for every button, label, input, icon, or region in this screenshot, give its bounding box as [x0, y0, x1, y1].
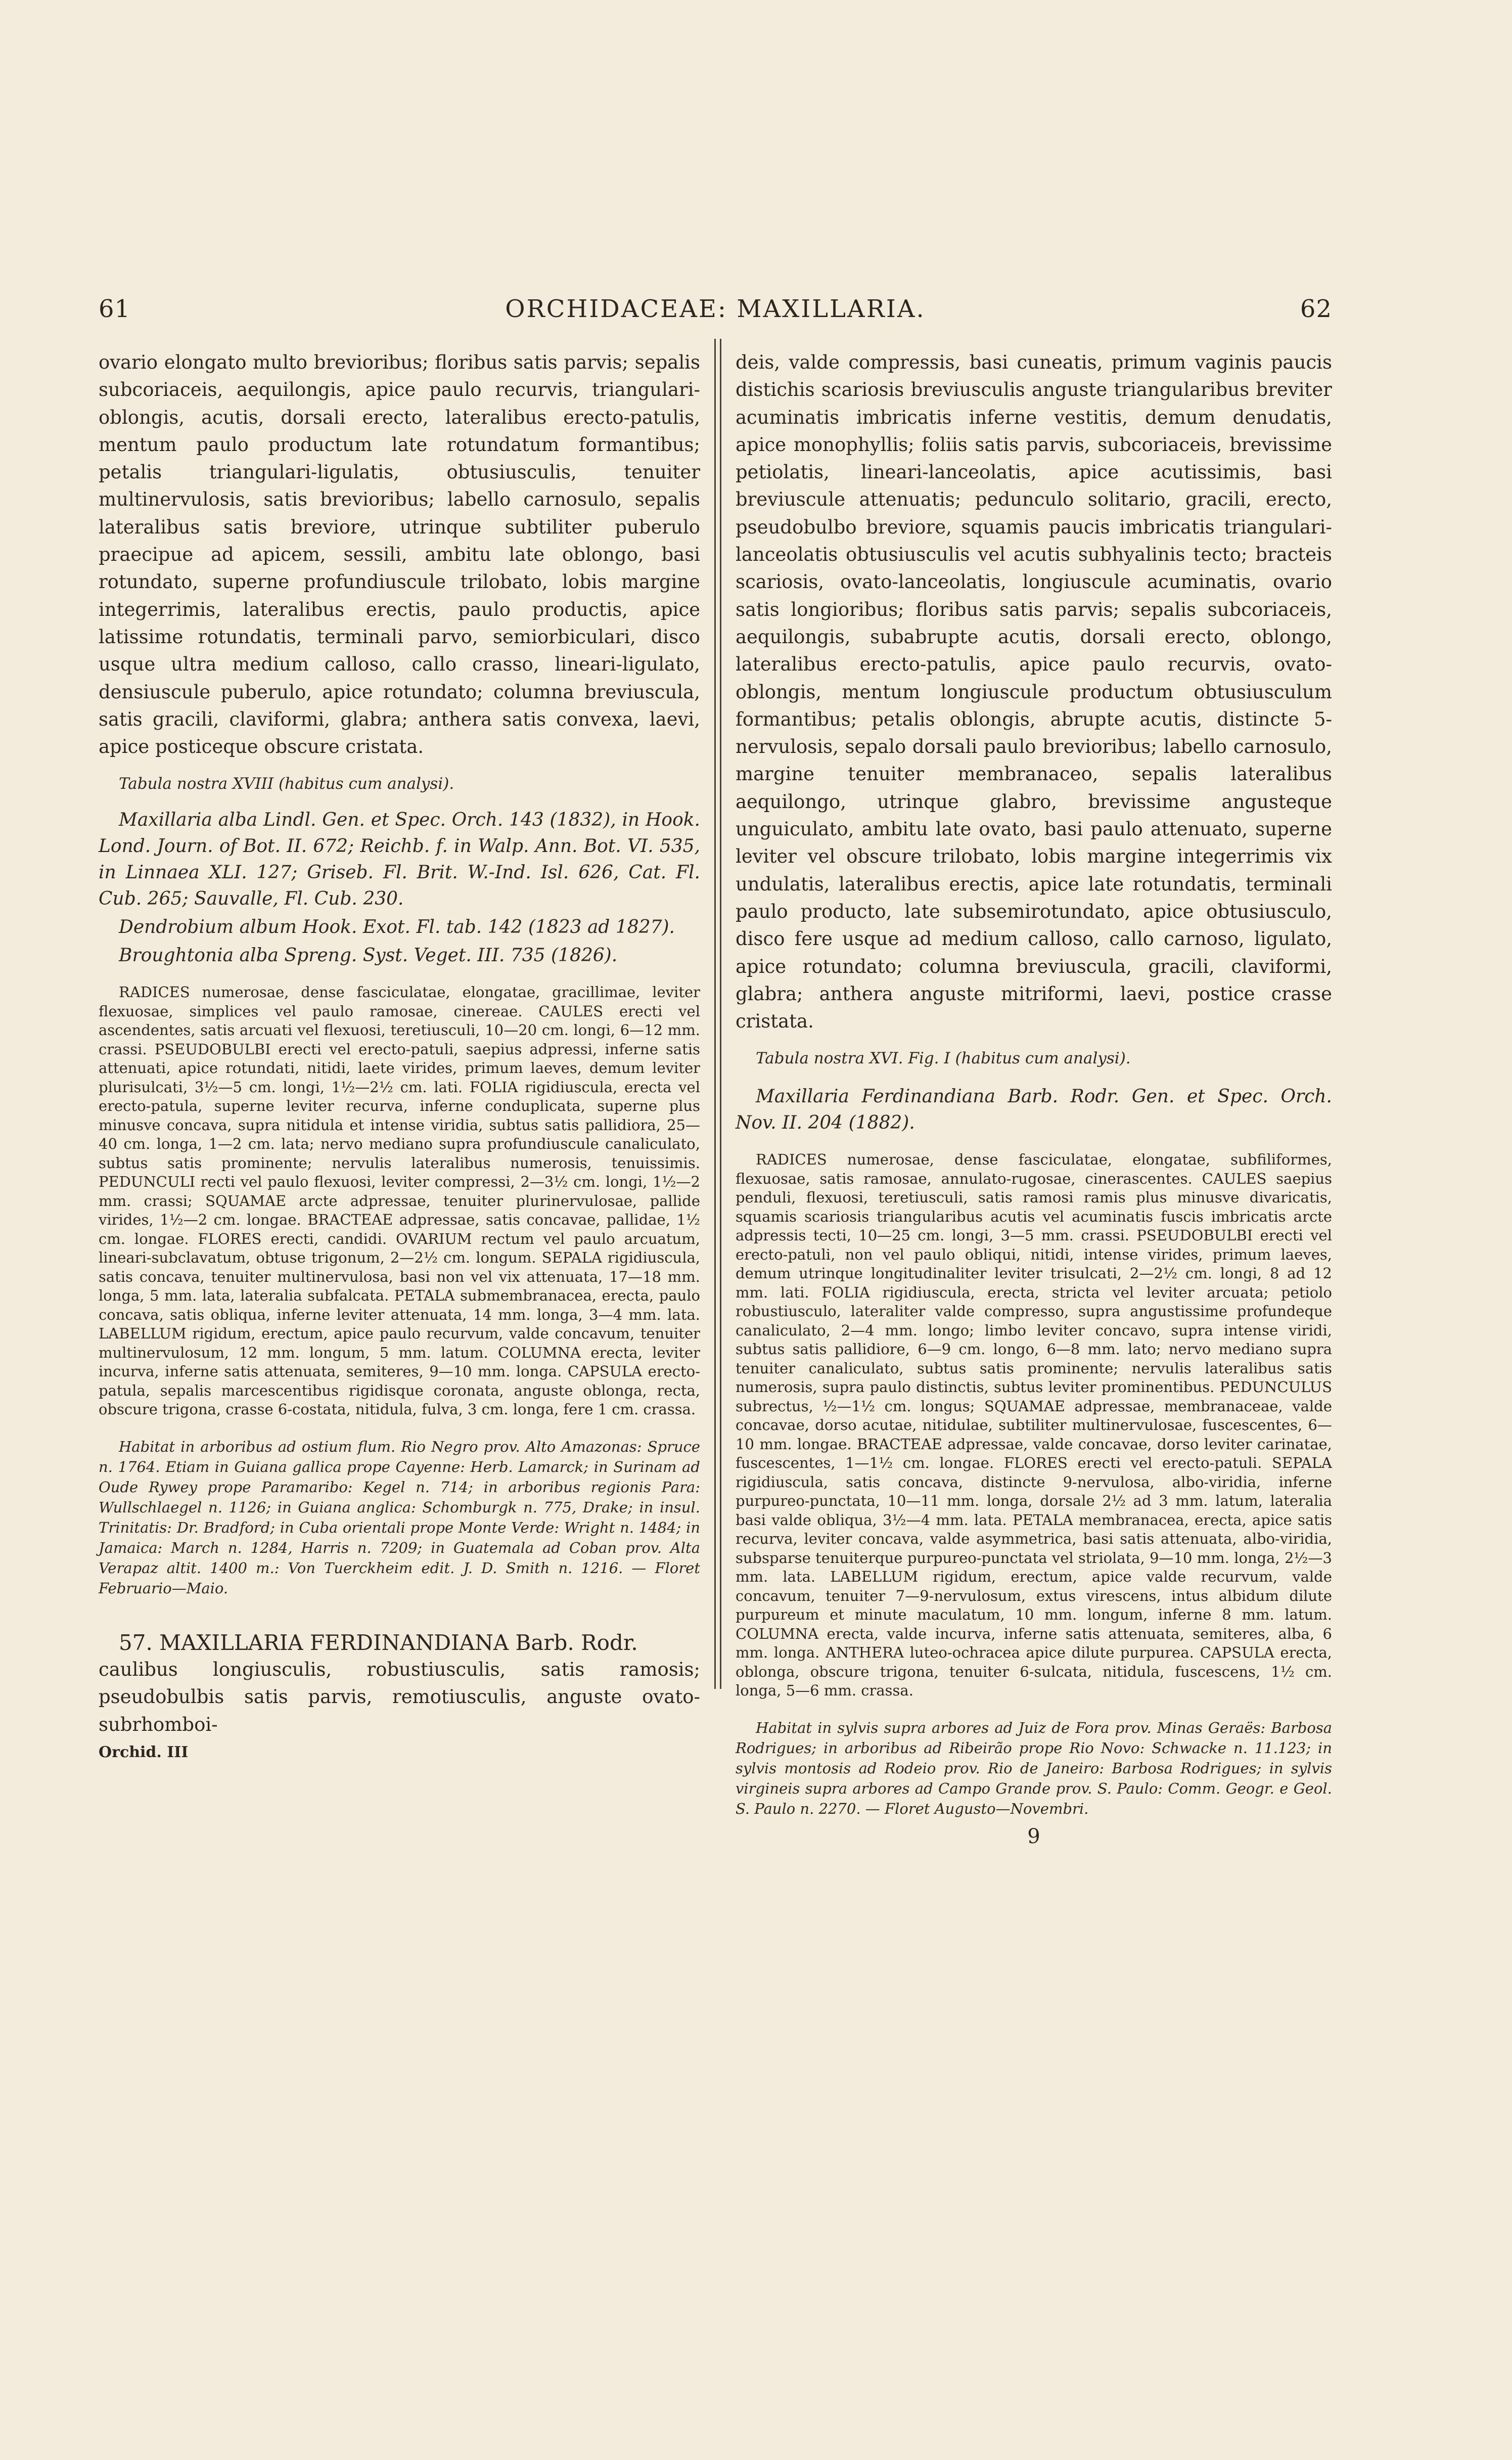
right-detail-description: RADICES numerosae, dense fasciculatae, elongatae, subfiliformes, flexuosae, satis ramosae, annulato-rugosae, cinerascentes. CAULES saepius penduli, flexuosi, teretiusculi, satis ramosi ramis plus minusve divaricatis, squamis scariosis triangularibus acutis vel acuminatis fuscis imbricatis arcte adpressis tecti, 10—25 cm. longi, 3—5 mm. crassi. PSEUDOBULBI erecti vel erecto-patuli, non vel paulo obliqui, nitidi, intense virides, primum laeves, demum utrinque longitudinaliter leviter trisulcati, 2—2½ cm. longi, 8 ad 12 mm. lati. FOLIA rigidiuscula, erecta, stricta vel leviter arcuata; petiolo robustiusculo, lateraliter valde compresso, supra angustissime profundeque canaliculato, 2—4 mm. longo; limbo leviter concavo, supra intense viridi, subtus satis pallidiore, 6—9 cm. longo, 6—8 mm. lato; nervo mediano supra tenuiter canaliculato, subtus satis prominente; nervulis lateralibus satis numerosis, supra paulo distinctis, subtus leviter prominentibus. PEDUNCULUS subrectus, ½—1½ cm. longus; SQUAMAE adpressae, membranaceae, valde concavae, dorso acutae, nitidulae, subtiliter multinervulosae, fuscescentes, 6—10 mm. longae. BRACTEAE adpressae, valde concavae, dorso leviter carinatae, fuscescentes, 1—1½ cm. longae. FLORES erecti vel erecto-patuli. SEPALA rigidiuscula, satis concava, distincte 9-nervulosa, albo-viridia, inferne purpureo-punctata, 10—11 mm. longa, dorsale 2½ ad 3 mm. latum, lateralia basi valde obliqua, 3½—4 mm. lata. PETALA membranacea, erecta, apice satis recurva, leviter concava, valde asymmetrica, basi satis attenuata, albo-viridia, subsparse tenuiterque purpureo-punctata vel striolata, 9—10 mm. longa, 2½—3 mm. lata. LABELLUM rigidum, erectum, apice valde recurvum, valde concavum, tenuiter 7—9-nervulosum, extus virescens, intus albidum dilute purpureum et minute maculatum, 10 mm. longum, inferne 8 mm. latum. COLUMNA erecta, valde incurva, inferne satis attenuata, semiteres, alba, 6 mm. longa. ANTHERA luteo-ochracea apice dilute purpurea. CAPSULA erecta, oblonga, obscure trigona, tenuiter 6-sulcata, nitidula, fuscescens, 1½ cm. longa, 5—6 mm. crassa. [736, 1151, 1332, 1699]
left-tabula: Tabula nostra XVIII (habitus cum analysi). [119, 775, 454, 793]
right-description: deis, valde compressis, basi cuneatis, primum vaginis paucis distichis scariosis breviusculis anguste triangularibus breviter acuminatis imbricatis inferne vestitis, demum denudatis, apice monophyllis; foliis satis parvis, subcoriaceis, brevissime petiolatis, lineari-lanceolatis, apice acutissimis, basi breviuscule attenuatis; pedunculo solitario, gracili, erecto, pseudobulbo breviore, squamis paucis imbricatis triangulari-lanceolatis obtusiusculis vel acutis subhyalinis tecto; bracteis scariosis, ovato-lanceolatis, longiuscule acuminatis, ovario satis longioribus; floribus satis parvis; sepalis subcoriaceis, aequilongis, subabrupte acutis, dorsali erecto, oblongo, lateralibus erecto-patulis, apice paulo recurvis, ovato-oblongis, mentum longiuscule productum obtusiusculum formantibus; petalis oblongis, abrupte acutis, distincte 5-nervulosis, sepalo dorsali paulo brevioribus; labello carnosulo, margine tenuiter membranaceo, sepalis lateralibus aequilongo, utrinque glabro, brevissime angusteque unguiculato, ambitu late ovato, basi paulo attenuato, superne leviter vel obscure trilobato, lobis margine integerrimis vix undulatis, lateralibus erectis, apice late rotundatis, terminali paulo producto, late subsemirotundato, apice obtusiusculo, disco fere usque ad medium calloso, callo carnoso, ligulato, apice rotundato; columna breviuscula, gracili, claviformi, glabra; anthera anguste mitriformi, laevi, postice crasse cristata. [736, 351, 1332, 1033]
left-synonym-2: Dendrobium album Hook. Exot. Fl. tab. 142 (1823 ad 1827). [119, 917, 675, 938]
right-synonym-1: Maxillaria Ferdinandiana Barb. Rodr. Gen. et Spec. Orch. Nov. II. 204 (1882). [736, 1086, 1332, 1134]
column-divider [714, 339, 721, 1689]
signature-number: 9 [1027, 1824, 1040, 1848]
page-number-left: 61 [99, 295, 131, 323]
running-title: ORCHIDACEAE: MAXILLARIA. [505, 295, 926, 323]
right-column [736, 349, 1332, 1848]
left-column [99, 349, 700, 1761]
right-tabula: Tabula nostra XVI. Fig. I (habitus cum analysi). [756, 1049, 1131, 1068]
left-habitat: Habitat in arboribus ad ostium flum. Rio Negro prov. Alto Amazonas: Spruce n. 1764. Etiam in Guiana gallica prope Cayenne: Herb. Lamarck; in Surinam ad Oude Rywey prope Paramaribo: Kegel n. 714; in arboribus regionis Para: Wullschlaegel n. 1126; in Guiana anglica: Schomburgk n. 775, Drake; in insul. Trinitatis: Dr. Bradford; in Cuba orientali prope Monte Verde: Wright n. 1484; in Jamaica: March n. 1284, Harris n. 7209; in Guatemala ad Coban prov. Alta Verapaz altit. 1400 m.: Von Tuerckheim edit. J. D. Smith n. 1216. — Floret Februario—Maio. [99, 1438, 700, 1597]
running-header [99, 295, 1332, 330]
signature-mark: Orchid. III [99, 1743, 189, 1761]
left-description: ovario elongato multo brevioribus; floribus satis parvis; sepalis subcoriaceis, aequilongis, apice paulo recurvis, triangulari-oblongis, acutis, dorsali erecto, lateralibus erecto-patulis, mentum paulo productum late rotundatum formantibus; petalis triangulari-ligulatis, obtusiusculis, tenuiter multinervulosis, satis brevioribus; labello carnosulo, sepalis lateralibus satis breviore, utrinque subtiliter puberulo praecipue ad apicem, sessili, ambitu late oblongo, basi rotundato, superne profundiuscule trilobato, lobis margine integerrimis, lateralibus erectis, paulo productis, apice latissime rotundatis, terminali parvo, semiorbiculari, disco usque ultra medium calloso, callo crasso, lineari-ligulato, densiuscule puberulo, apice rotundato; columna breviuscula, satis gracili, claviformi, glabra; anthera satis convexa, laevi, apice posticeque obscure cristata. [99, 351, 700, 758]
species-heading: 57. MAXILLARIA FERDINANDIANA Barb. Rodr. [119, 1630, 638, 1655]
left-synonym-3: Broughtonia alba Spreng. Syst. Veget. III. 735 (1826). [119, 945, 618, 966]
page-number-right: 62 [1300, 295, 1332, 323]
left-synonym-1: Maxillaria alba Lindl. Gen. et Spec. Orch. 143 (1832), in Hook. Lond. Journ. of Bot. II. 672; Reichb. f. in Walp. Ann. Bot. VI. 535, in Linnaea XLI. 127; Griseb. Fl. Brit. W.-Ind. Isl. 626, Cat. Fl. Cub. 265; Sauvalle, Fl. Cub. 230. [99, 810, 700, 910]
species-text: caulibus longiusculis, robustiusculis, satis ramosis; pseudobulbis satis parvis, remotiusculis, anguste ovato-subrhomboi- [99, 1658, 700, 1735]
left-detail-description: RADICES numerosae, dense fasciculatae, elongatae, gracillimae, leviter flexuosae, simplices vel paulo ramosae, cinereae. CAULES erecti vel ascendentes, satis arcuati vel flexuosi, teretiusculi, 10—20 cm. longi, 6—12 mm. crassi. PSEUDOBULBI erecti vel erecto-patuli, saepius adpressi, inferne satis attenuati, apice rotundati, nitidi, laete virides, primum laeves, demum leviter plurisulcati, 3½—5 cm. longi, 1½—2½ cm. lati. FOLIA rigidiuscula, erecta vel erecto-patula, superne leviter recurva, inferne conduplicata, superne plus minusve concava, supra nitidula et intense viridia, subtus satis pallidiora, 25—40 cm. longa, 1—2 cm. lata; nervo mediano supra profundiuscule canaliculato, subtus satis prominente; nervulis lateralibus numerosis, tenuissimis. PEDUNCULI recti vel paulo flexuosi, leviter compressi, 2—3½ cm. longi, 1½—2 mm. crassi; SQUAMAE arcte adpressae, tenuiter plurinervulosae, pallide virides, 1½—2 cm. longae. BRACTEAE adpressae, satis concavae, pallidae, 1½ cm. longae. FLORES erecti, candidi. OVARIUM rectum vel paulo arcuatum, lineari-subclavatum, obtuse trigonum, 2—2½ cm. longum. SEPALA rigidiuscula, satis concava, tenuiter multinervulosa, basi non vel vix attenuata, 17—18 mm. longa, 5 mm. lata, lateralia subfalcata. PETALA submembranacea, erecta, paulo concava, satis obliqua, inferne leviter attenuata, 14 mm. longa, 3—4 mm. lata. LABELLUM rigidum, erectum, apice paulo recurvum, valde concavum, tenuiter multinervulosum, 12 mm. longum, 5 mm. latum. COLUMNA erecta, leviter incurva, inferne satis attenuata, semiteres, 9—10 mm. longa. CAPSULA erecto-patula, sepalis marcescentibus rigidisque coronata, anguste oblonga, recta, obscure trigona, crasse 6-costata, nitidula, fulva, 3 cm. longa, fere 1 cm. crassa. [99, 983, 700, 1418]
right-habitat: Habitat in sylvis supra arbores ad Juiz de Fora prov. Minas Geraës: Barbosa Rodrigues; in arboribus ad Ribeirão prope Rio Novo: Schwacke n. 11.123; in sylvis montosis ad Rodeio prov. Rio de Janeiro: Barbosa Rodrigues; in sylvis virgineis supra arbores ad Campo Grande prov. S. Paulo: Comm. Geogr. e Geol. S. Paulo n. 2270. — Floret Augusto—Novembri. [736, 1719, 1332, 1817]
